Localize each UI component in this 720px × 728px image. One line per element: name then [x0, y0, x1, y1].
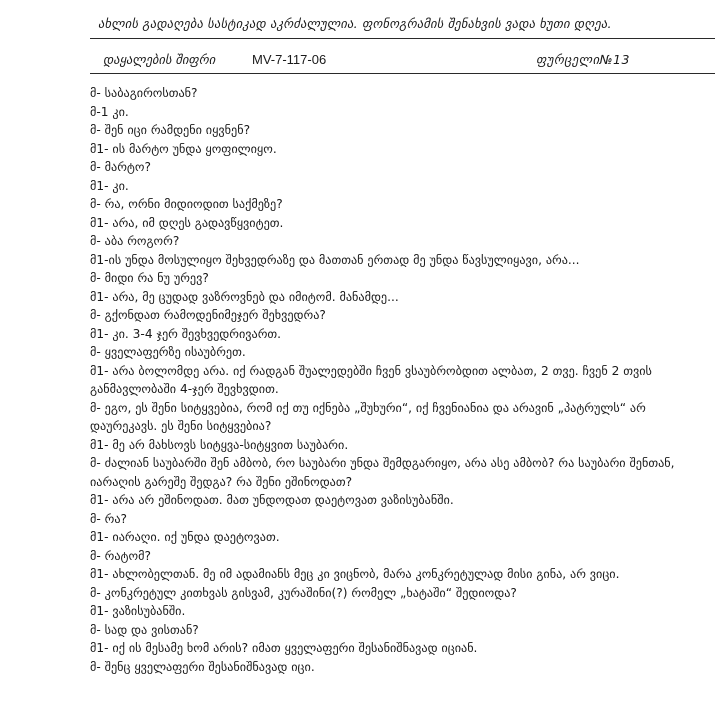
transcript-line: მ1- კი. 3-4 ჯერ შევხვედრივართ. [90, 326, 282, 341]
transcript-line: მ1- არა, იმ დღეს გადავწყვიტეთ. [90, 215, 284, 230]
transcript-line: მ1- არა არ ეშინოდათ. მათ უნდოდათ დაეტოვათ ვაზისუბანში. [90, 493, 454, 507]
transcript-line: მ1- ის მარტო უნდა ყოფილიყო. [90, 141, 277, 156]
transcript-line: მ- რატომ? [90, 548, 151, 563]
transcript-line: მ1- მე არ მახსოვს სიტყვა-სიტყვით საუბარი. [90, 437, 349, 452]
transcript-line: მ- ეგო, ეს შენი სიტყვებია, რომ იქ თუ იქნება „შუხური“, იქ ჩვენიანია და არავინ „პატრულს“ არ დაურეკავს. ეს შენი სიტყვებია? [90, 400, 646, 433]
transcript-line: მ1- იქ ის მესამე ხომ არის? იმათ ყველაფერი შესანიშნავად იციან. [90, 641, 478, 655]
transcript-line: მ- ყველაფერზე ისაუბრეთ. [90, 345, 246, 359]
header-warning: ახლის გადაღება სასტიკად აკრძალულია. ფონოგრამის შენახვის ვადა ხუთი დღეა. [98, 16, 612, 31]
transcript-line: მ- მიდი რა ნუ ურევ? [90, 271, 209, 285]
cipher-label: დაყალების შიფრი [103, 52, 216, 67]
transcript-body [90, 84, 704, 676]
sheet-number: ფურცელი№13 [536, 52, 630, 67]
transcript-line: მ- საბაგიროსთან? [90, 86, 198, 100]
transcript-line: მ1- ახლობელთან. მე იმ ადამიანს მეც კი ვიცნობ, მარა კონკრეტულად მისი გინა, არ ვიცი. [90, 567, 620, 581]
cipher-code: MV-7-117-06 [252, 52, 327, 67]
transcript-line: მ1- იარაღი. იქ უნდა დაეტოვათ. [90, 530, 280, 544]
transcript-line: მ1-ის უნდა მოსულიყო შეხვედრაზე და მათთან ერთად მე უნდა წავსულიყავი, არა... [90, 252, 580, 267]
header-rule-bottom [90, 73, 715, 74]
transcript-line: მ- შენც ყველაფერი შესანიშნავად იცი. [90, 659, 315, 674]
transcript-line: მ-1 კი. [90, 104, 129, 119]
transcript-line: მ1- ვაზისუბანში. [90, 604, 186, 618]
transcript-line: მ- ძალიან საუბარში შენ ამბობ, რო საუბარი უნდა შემდგარიყო, არა ასე ამბობ? რა საუბარი შენთან, იარაღის გარეშე შედგა? რა შენი ეშინოდათ? [90, 456, 675, 489]
transcript-line: მ- რა, ორნი მიდიოდით საქმეზე? [90, 197, 283, 211]
transcript-line: მ- კონკრეტულ კითხვას გისვამ, კურაშინი(?) რომელ „ხატაში“ შედიოდა? [90, 585, 517, 600]
transcript-line: მ1- არა ბოლომდე არა. იქ რადგან შუალედებში ჩვენ ვსაუბრობდით ალბათ, 2 თვე. ჩვენ 2 თვის განმავლობაში 4-ჯერ შევხვდით. [90, 363, 652, 396]
transcript-line: მ- შენ იცი რამდენი იყვნენ? [90, 123, 251, 137]
header-rule-top [90, 38, 715, 39]
transcript-line: მ- სად და ვისთან? [90, 622, 199, 637]
transcript-line: მ- გქონდათ რამოდენიმეჯერ შეხვედრა? [90, 308, 326, 322]
transcript-line: მ1- არა, მე ცუდად ვაზროვნებ და იმიტომ. მანამდე... [90, 289, 399, 304]
transcript-line: მ- რა? [90, 511, 127, 526]
transcript-line: მ- აბა როგორ? [90, 234, 180, 248]
transcript-line: მ1- კი. [90, 178, 129, 193]
transcript-line: მ- მარტო? [90, 160, 151, 174]
